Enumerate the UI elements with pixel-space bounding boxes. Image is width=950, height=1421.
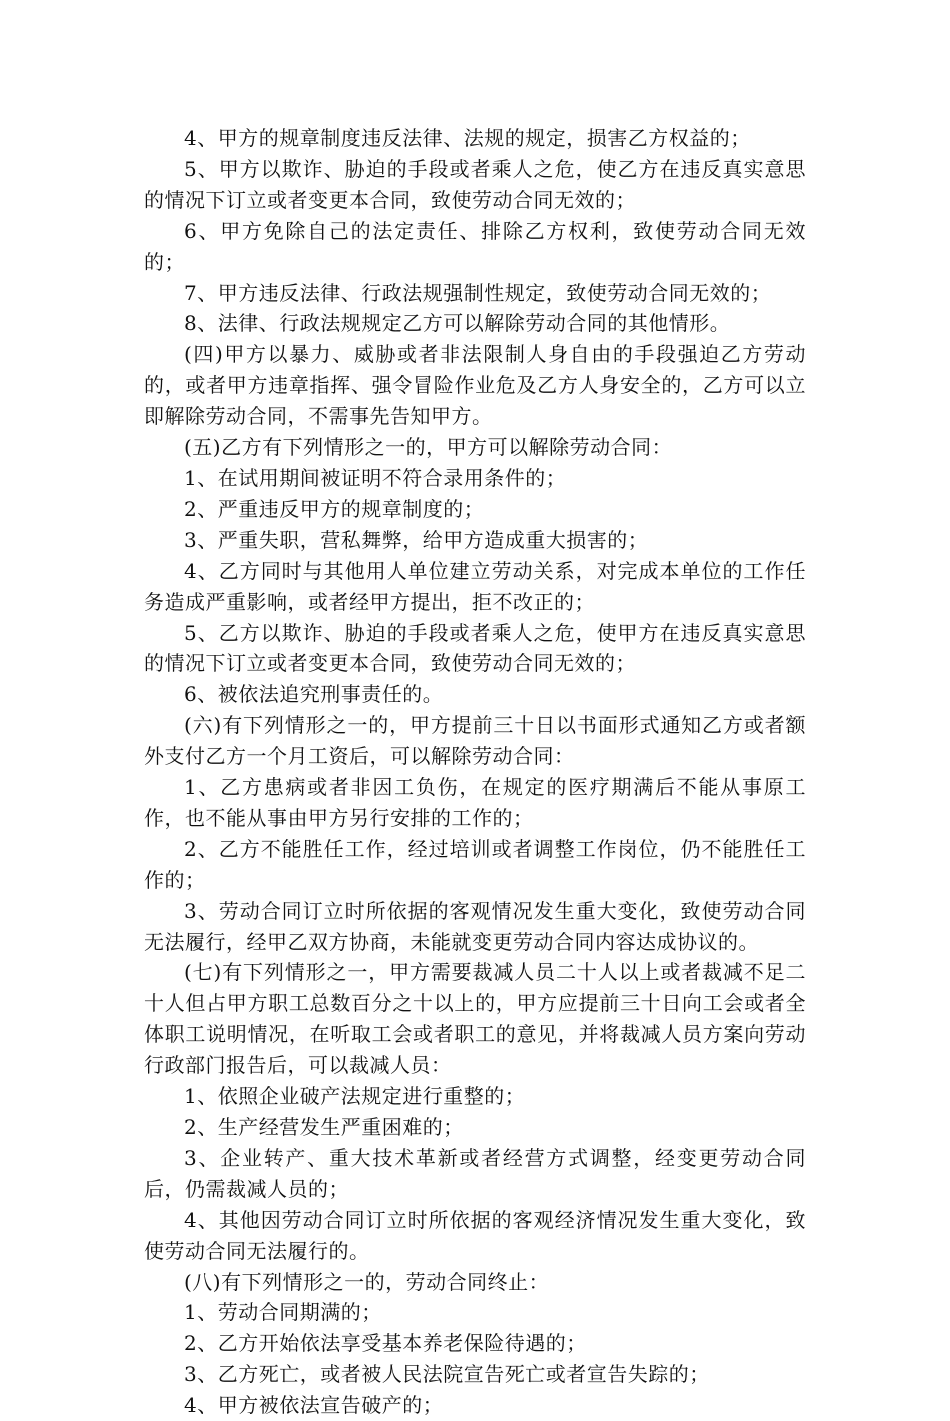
paragraph: 3、严重失职，营私舞弊，给甲方造成重大损害的； — [184, 527, 649, 552]
section-heading: (五)乙方有下列情形之一的，甲方可以解除劳动合同： — [184, 435, 673, 460]
paragraph: 2、乙方不能胜任工作，经过培训或者调整工作岗位，仍不能胜任工作的； — [144, 836, 806, 892]
paragraph: 4、其他因劳动合同订立时所依据的客观经济情况发生重大变化，致使劳动合同无法履行的。 — [144, 1207, 806, 1263]
paragraph: 5、甲方以欺诈、胁迫的手段或者乘人之危，使乙方在违反真实意思的情况下订立或者变更本合同，致使劳动合同无效的； — [144, 156, 806, 212]
paragraph: 1、在试用期间被证明不符合录用条件的； — [184, 465, 567, 490]
paragraph: 6、甲方免除自己的法定责任、排除乙方权利，致使劳动合同无效的； — [144, 218, 806, 274]
paragraph: 4、乙方同时与其他用人单位建立劳动关系，对完成本单位的工作任务造成严重影响，或者经甲方提出，拒不改正的； — [144, 558, 806, 614]
paragraph: 7、甲方违反法律、行政法规强制性规定，致使劳动合同无效的； — [184, 280, 772, 305]
paragraph: 2、严重违反甲方的规章制度的； — [184, 496, 485, 521]
paragraph: 4、甲方的规章制度违反法律、法规的规定，损害乙方权益的； — [184, 126, 751, 150]
paragraph: 2、生产经营发生严重困难的； — [184, 1115, 464, 1139]
section-paragraph: (四)甲方以暴力、威胁或者非法限制人身自由的手段强迫乙方劳动的，或者甲方违章指挥、强令冒险作业危及乙方人身安全的，乙方可以立即解除劳动合同，不需事先告知甲方。 — [144, 342, 806, 429]
document-body — [144, 123, 806, 1421]
paragraph: 3、乙方死亡，或者被人民法院宣告死亡或者宣告失踪的； — [184, 1362, 710, 1387]
section-heading: (六)有下列情形之一的，甲方提前三十日以书面形式通知乙方或者额外支付乙方一个月工资后，可以解除劳动合同： — [144, 713, 806, 769]
paragraph: 1、依照企业破产法规定进行重整的； — [184, 1084, 526, 1109]
paragraph: 5、乙方以欺诈、胁迫的手段或者乘人之危，使甲方在违反真实意思的情况下订立或者变更本合同，致使劳动合同无效的； — [144, 620, 806, 676]
paragraph: 1、劳动合同期满的； — [184, 1300, 382, 1325]
paragraph: 3、劳动合同订立时所依据的客观情况发生重大变化，致使劳动合同无法履行，经甲乙双方协商，未能就变更劳动合同内容达成协议的。 — [144, 898, 806, 954]
paragraph: 2、乙方开始依法享受基本养老保险待遇的； — [184, 1331, 587, 1356]
paragraph: 6、被依法追究刑事责任的。 — [184, 682, 444, 707]
section-heading: (七)有下列情形之一，甲方需要裁减人员二十人以上或者裁减不足二十人但占甲方职工总数百分之十以上的，甲方应提前三十日向工会或者全体职工说明情况，在听取工会或者职工的意见，并将裁减人员方案向劳动行政部门报告后，可以裁减人员： — [144, 960, 806, 1078]
paragraph: 1、乙方患病或者非因工负伤，在规定的医疗期满后不能从事原工作，也不能从事由甲方另行安排的工作的； — [144, 775, 806, 830]
paragraph: 4、甲方被依法宣告破产的； — [184, 1393, 444, 1418]
paragraph: 3、企业转产、重大技术革新或者经营方式调整，经变更劳动合同后，仍需裁减人员的； — [144, 1145, 806, 1201]
paragraph: 8、法律、行政法规规定乙方可以解除劳动合同的其他情形。 — [184, 311, 731, 336]
section-heading: (八)有下列情形之一的，劳动合同终止： — [184, 1269, 550, 1294]
